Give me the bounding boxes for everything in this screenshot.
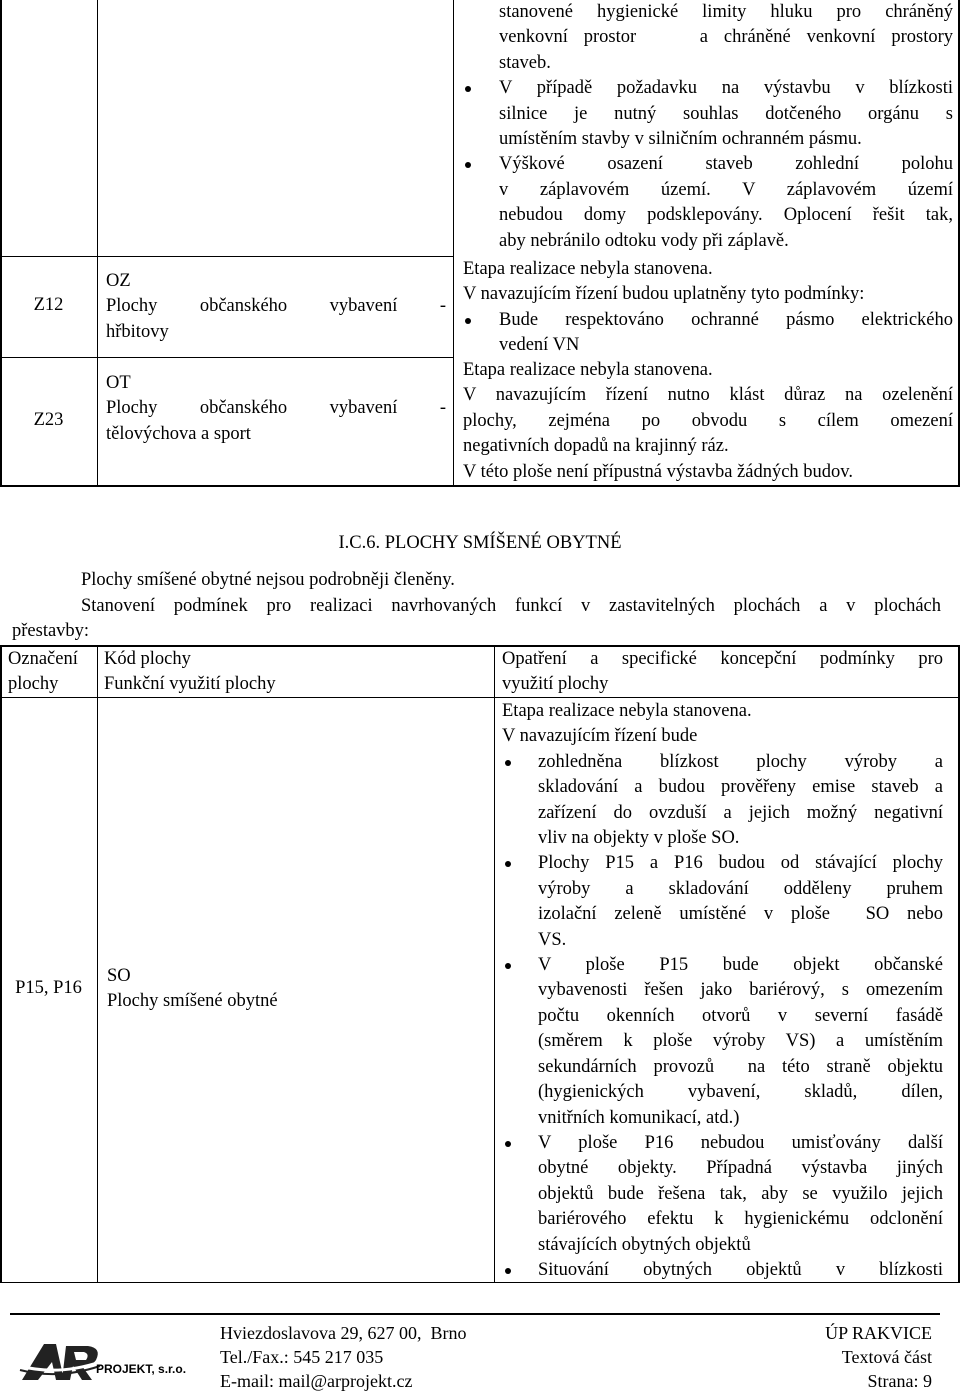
area-code-function: SO Plochy smíšené obytné: [107, 966, 278, 1012]
list-item: Situování obytných objektů v blízkosti: [502, 1258, 943, 1283]
bullet-icon: [505, 1268, 511, 1274]
area-code-function: OT Plochy občanského vybavení - tělovýchova a sport: [106, 373, 446, 444]
area-id: Z12: [33, 295, 64, 315]
bullet-icon: [505, 760, 511, 766]
logo-graphic-icon: [18, 1336, 198, 1386]
section-paragraph-cont: přestavby:: [12, 621, 90, 641]
section-paragraph: Stanovení podmínek pro realizaci navrhovaných funkcí v zastavitelných plochách a v plochách: [81, 596, 941, 616]
company-logo: PROJEKT, s.r.o.: [18, 1336, 198, 1386]
header-code-function: Kód plochy Funkční využití plochy: [104, 649, 276, 695]
bullet-icon: [505, 861, 511, 867]
list-item: V ploše P16 nebudou umisťovány další obytné objekty. Případná výstavba jiných objektů bude řešena tak, aby se využilo jejich bariérového efektu k hygienickému odclonění stávajících obytných objektů: [502, 1131, 943, 1258]
list-item: Bude respektováno ochranné pásmo elektrického vedení VN: [463, 308, 953, 359]
bullet-icon: [505, 963, 511, 969]
header-measures: Opatření a specifické koncepční podmínky pro využití plochy: [502, 649, 943, 695]
continued-measures: [463, 0, 953, 254]
area-id: P15, P16: [15, 978, 82, 998]
measures-list: [502, 750, 943, 1284]
list-item: Výškové osazení staveb zohlední polohu v záplavovém území. V záplavovém území nebudou domy podsklepovány. Oplocení řešit tak, aby nebránilo odtoku vody při záplavě.: [463, 152, 953, 254]
bullet-icon: [465, 86, 471, 92]
bullet-icon: [465, 162, 471, 168]
list-item: V ploše P15 bude objekt občanské vybavenosti řešen jako bariérový, s omezením počtu okenních otvorů v severní fasádě (směrem k ploše výroby VS) a umístěním sekundárních provozů na této straně objektu (hygienických vybavení, skladů, dílen, vnitřních komunikací, atd.): [502, 953, 943, 1131]
area-code-function: OZ Plochy občanského vybavení - hřbitovy: [106, 271, 446, 342]
page-info: ÚP RAKVICE Textová část Strana: 9: [825, 1323, 932, 1391]
area-measures: Etapa realizace nebyla stanovena. V navazujícím řízení bude zohledněna blízkost plochy výroby a skladování a budou prověřeny emise staveb a zařízení do ovzduší a jejich možný negativní vliv na objekty v ploše SO. Plochy P15 a P16 budou od stávající plochy výroby a skladování odděleny pruhem izolační zeleně umístěné v ploše SO nebo VS. V ploše P15 bude objekt občanské vybavenosti řešen jako bariérový, s omezením počtu okenních otvorů v severní fasádě (směrem k ploše výroby VS) a umístěním sekundárních provozů na této straně objektu (hygienických vybavení, skladů, dílen, vnitřních komunikací, atd.) V ploše P16 nebudou umisťovány další obytné objekty. Případná výstavba jiných objektů bude řešena tak, aby se využilo jejich bariérového efektu k hygienickému odclonění stávajících obytných objektů Situování obytných objektů v blízkosti: [502, 699, 943, 1283]
list-item: Plochy P15 a P16 budou od stávající plochy výroby a skladování odděleny pruhem izolační zeleně umístěné v ploše SO nebo VS.: [502, 851, 943, 953]
area-id: Z23: [33, 410, 64, 430]
area-measures: Etapa realizace nebyla stanovena. V navazujícím řízení budou uplatněny tyto podmínky: Bude respektováno ochranné pásmo elektrického vedení VN: [463, 257, 953, 359]
company-contact: Hviezdoslavova 29, 627 00, Brno Tel./Fax.: 545 217 035 E-mail: mail@arprojekt.cz: [220, 1323, 467, 1391]
page-number: Strana: 9: [867, 1371, 932, 1391]
area-measures: Etapa realizace nebyla stanovena. V navazujícím řízení nutno klást důraz na ozelenění plochy, zejména po obvodu s cílem omezení negativních dopadů na krajinný ráz. V této ploše není přípustná výstavba žádných budov.: [463, 360, 953, 482]
bullet-tail: stanovené hygienické limity hluku pro chráněný venkovní prostor a chráněné venkovní prostory staveb.: [499, 2, 953, 73]
list-item: V případě požadavku na výstavbu v blízkosti silnice je nutný souhlas dotčeného orgánu s umístěním stavby v silničním ochranném pásmu.: [463, 76, 953, 152]
section-paragraph: Plochy smíšené obytné nejsou podrobněji členěny.: [81, 570, 455, 590]
section-heading: I.C.6. PLOCHY SMÍŠENÉ OBYTNÉ: [338, 533, 622, 553]
list-item: zohledněna blízkost plochy výroby a skladování a budou prověřeny emise staveb a zařízení do ovzduší a jejich možný negativní vliv na objekty v ploše SO.: [502, 750, 943, 852]
bullet-icon: [465, 318, 471, 324]
header-area-label: Označení plochy: [8, 649, 78, 695]
bullet-icon: [505, 1141, 511, 1147]
